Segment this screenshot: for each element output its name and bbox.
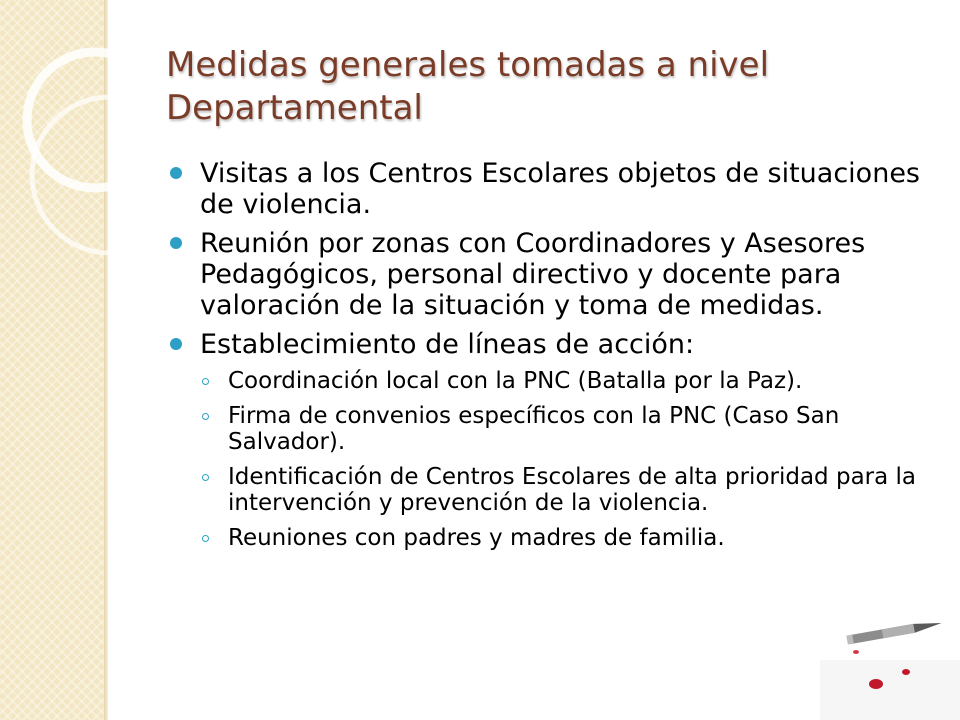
slide-title-line-1: Medidas generales tomadas a nivel	[166, 45, 770, 85]
bullet-item	[166, 158, 941, 220]
hollow-bullet-icon	[202, 413, 209, 420]
slide-body	[166, 158, 941, 560]
bullet-item	[166, 329, 941, 360]
sub-bullet-item	[166, 368, 941, 394]
sub-bullet-item	[166, 525, 941, 551]
hollow-bullet-icon	[202, 378, 209, 385]
bullet-dot-icon	[170, 237, 182, 249]
decorative-pencil-icon	[820, 600, 960, 720]
bullet-dot-icon	[170, 338, 182, 350]
slide-title	[166, 44, 926, 130]
sub-bullet-text: Coordinación local con la PNC (Batalla por la Paz).	[228, 368, 803, 394]
hollow-bullet-icon	[202, 535, 209, 542]
sub-bullet-text: Identificación de Centros Escolares de alta prioridad para la intervención y prevención de la violencia.	[228, 464, 917, 516]
bullet-dot-icon	[170, 167, 182, 179]
bullet-text: Establecimiento de líneas de acción:	[200, 329, 695, 360]
sub-bullet-item	[166, 403, 941, 455]
decorative-circles	[0, 0, 170, 260]
sub-bullet-item	[166, 464, 941, 516]
bullet-text: Reunión por zonas con Coordinadores y Asesores Pedagógicos, personal directivo y docente para valoración de la situación y toma de medidas.	[200, 228, 866, 321]
bullet-text: Visitas a los Centros Escolares objetos de situaciones de violencia.	[200, 158, 920, 220]
sub-bullet-text: Reuniones con padres y madres de familia.	[228, 525, 725, 551]
bullet-item	[166, 228, 941, 321]
hollow-bullet-icon	[202, 474, 209, 481]
sub-bullet-text: Firma de convenios específicos con la PNC (Caso San Salvador).	[228, 403, 840, 455]
slide-title-line-2: Departamental	[166, 88, 423, 128]
